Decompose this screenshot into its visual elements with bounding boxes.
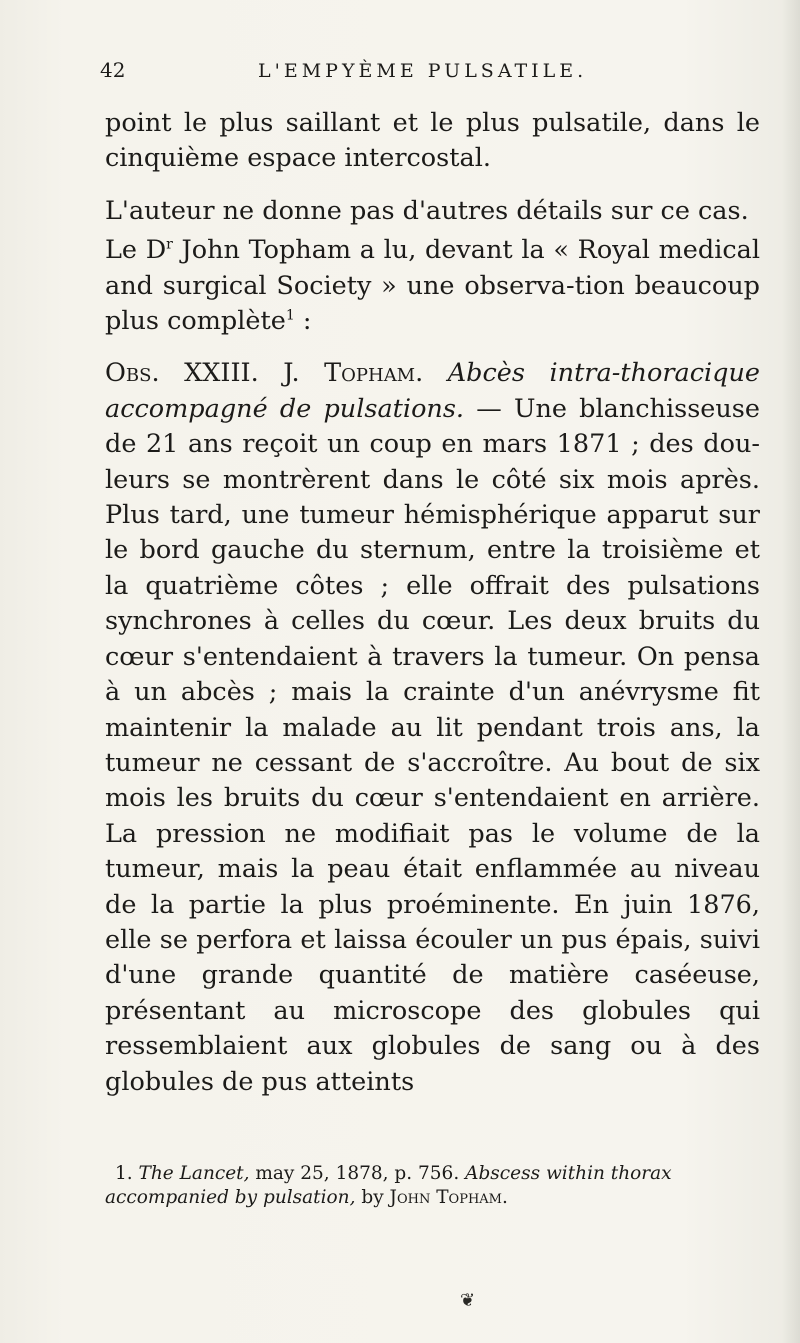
- footnote-journal: The Lancet,: [138, 1163, 250, 1184]
- page-header: [100, 58, 780, 88]
- footnote-ref: 1: [285, 307, 295, 324]
- paragraph-1: [105, 106, 760, 177]
- printer-mark-icon: ❦: [460, 1290, 476, 1311]
- footnote-number: 1.: [115, 1163, 133, 1184]
- paragraph-3: [105, 233, 760, 339]
- footnote-citation: may 25, 1878, p. 756.: [249, 1163, 466, 1184]
- doctor-abbrev-sup: r: [166, 236, 173, 253]
- observation-title: Abcès intra-thoracique accompagné de pulsations.: [105, 358, 761, 424]
- paragraph-2-text: L'auteur ne donne pas d'autres détails sur ce cas.: [105, 195, 749, 226]
- footnote-article-title: Abscess within thorax accompanied by pulsation,: [105, 1163, 672, 1208]
- footnote-1: [105, 1162, 765, 1210]
- main-text: [105, 106, 760, 1100]
- page-number: 42: [100, 58, 126, 82]
- paragraph-3-end: :: [294, 306, 312, 337]
- footnotes: [105, 1162, 765, 1210]
- paragraph-2: [105, 194, 760, 229]
- observation-text: — Une blanchisseuse de 21 ans reçoit un coup en mars 1871 ; des dou-leurs se montrèrent dans le côté six mois après. Plus tard, une tumeur hémisphérique apparut sur le bord gauche du sternum, entre la troisième et la quatrième côtes ; elle offrait des pulsations synchrones à celles du cœur. Les deux bruits du cœur s'entendaient à travers la tumeur. On pensa à un abcès ; mais la crainte d'un anévrysme fit maintenir la malade au lit pendant trois ans, la tumeur ne cessant de s'accroître. Au bout de six mois les bruits du cœur s'entendaient en arrière. La pression ne modifiait pas le volume de la tumeur, mais la peau était enflammée au niveau de la partie la plus proéminente. En juin 1876, elle se perfora et laissa écouler un pus épais, suivi d'une grande quantité de matière caséeuse, présentant au microscope des globules qui ressemblaient aux globules de sang ou à des globules de pus atteints: [105, 393, 760, 1097]
- footnote-by: by: [355, 1187, 390, 1208]
- paragraph-3-body: John Topham a lu, devant la « Royal medical and surgical Society » une observa-tion beaucoup plus complète: [105, 235, 760, 337]
- observation-paragraph: [105, 356, 760, 1100]
- running-title: L'EMPYÈME PULSATILE.: [258, 60, 588, 82]
- footnote-author: John Topham.: [389, 1187, 508, 1208]
- paragraph-3-start: Le D: [105, 235, 167, 266]
- paragraph-1-text: point le plus saillant et le plus pulsatile, dans le cinquième espace intercostal.: [105, 108, 760, 174]
- observation-label: Obs. XXIII. J. Topham.: [105, 358, 424, 389]
- page-edge-shadow: [782, 0, 800, 1343]
